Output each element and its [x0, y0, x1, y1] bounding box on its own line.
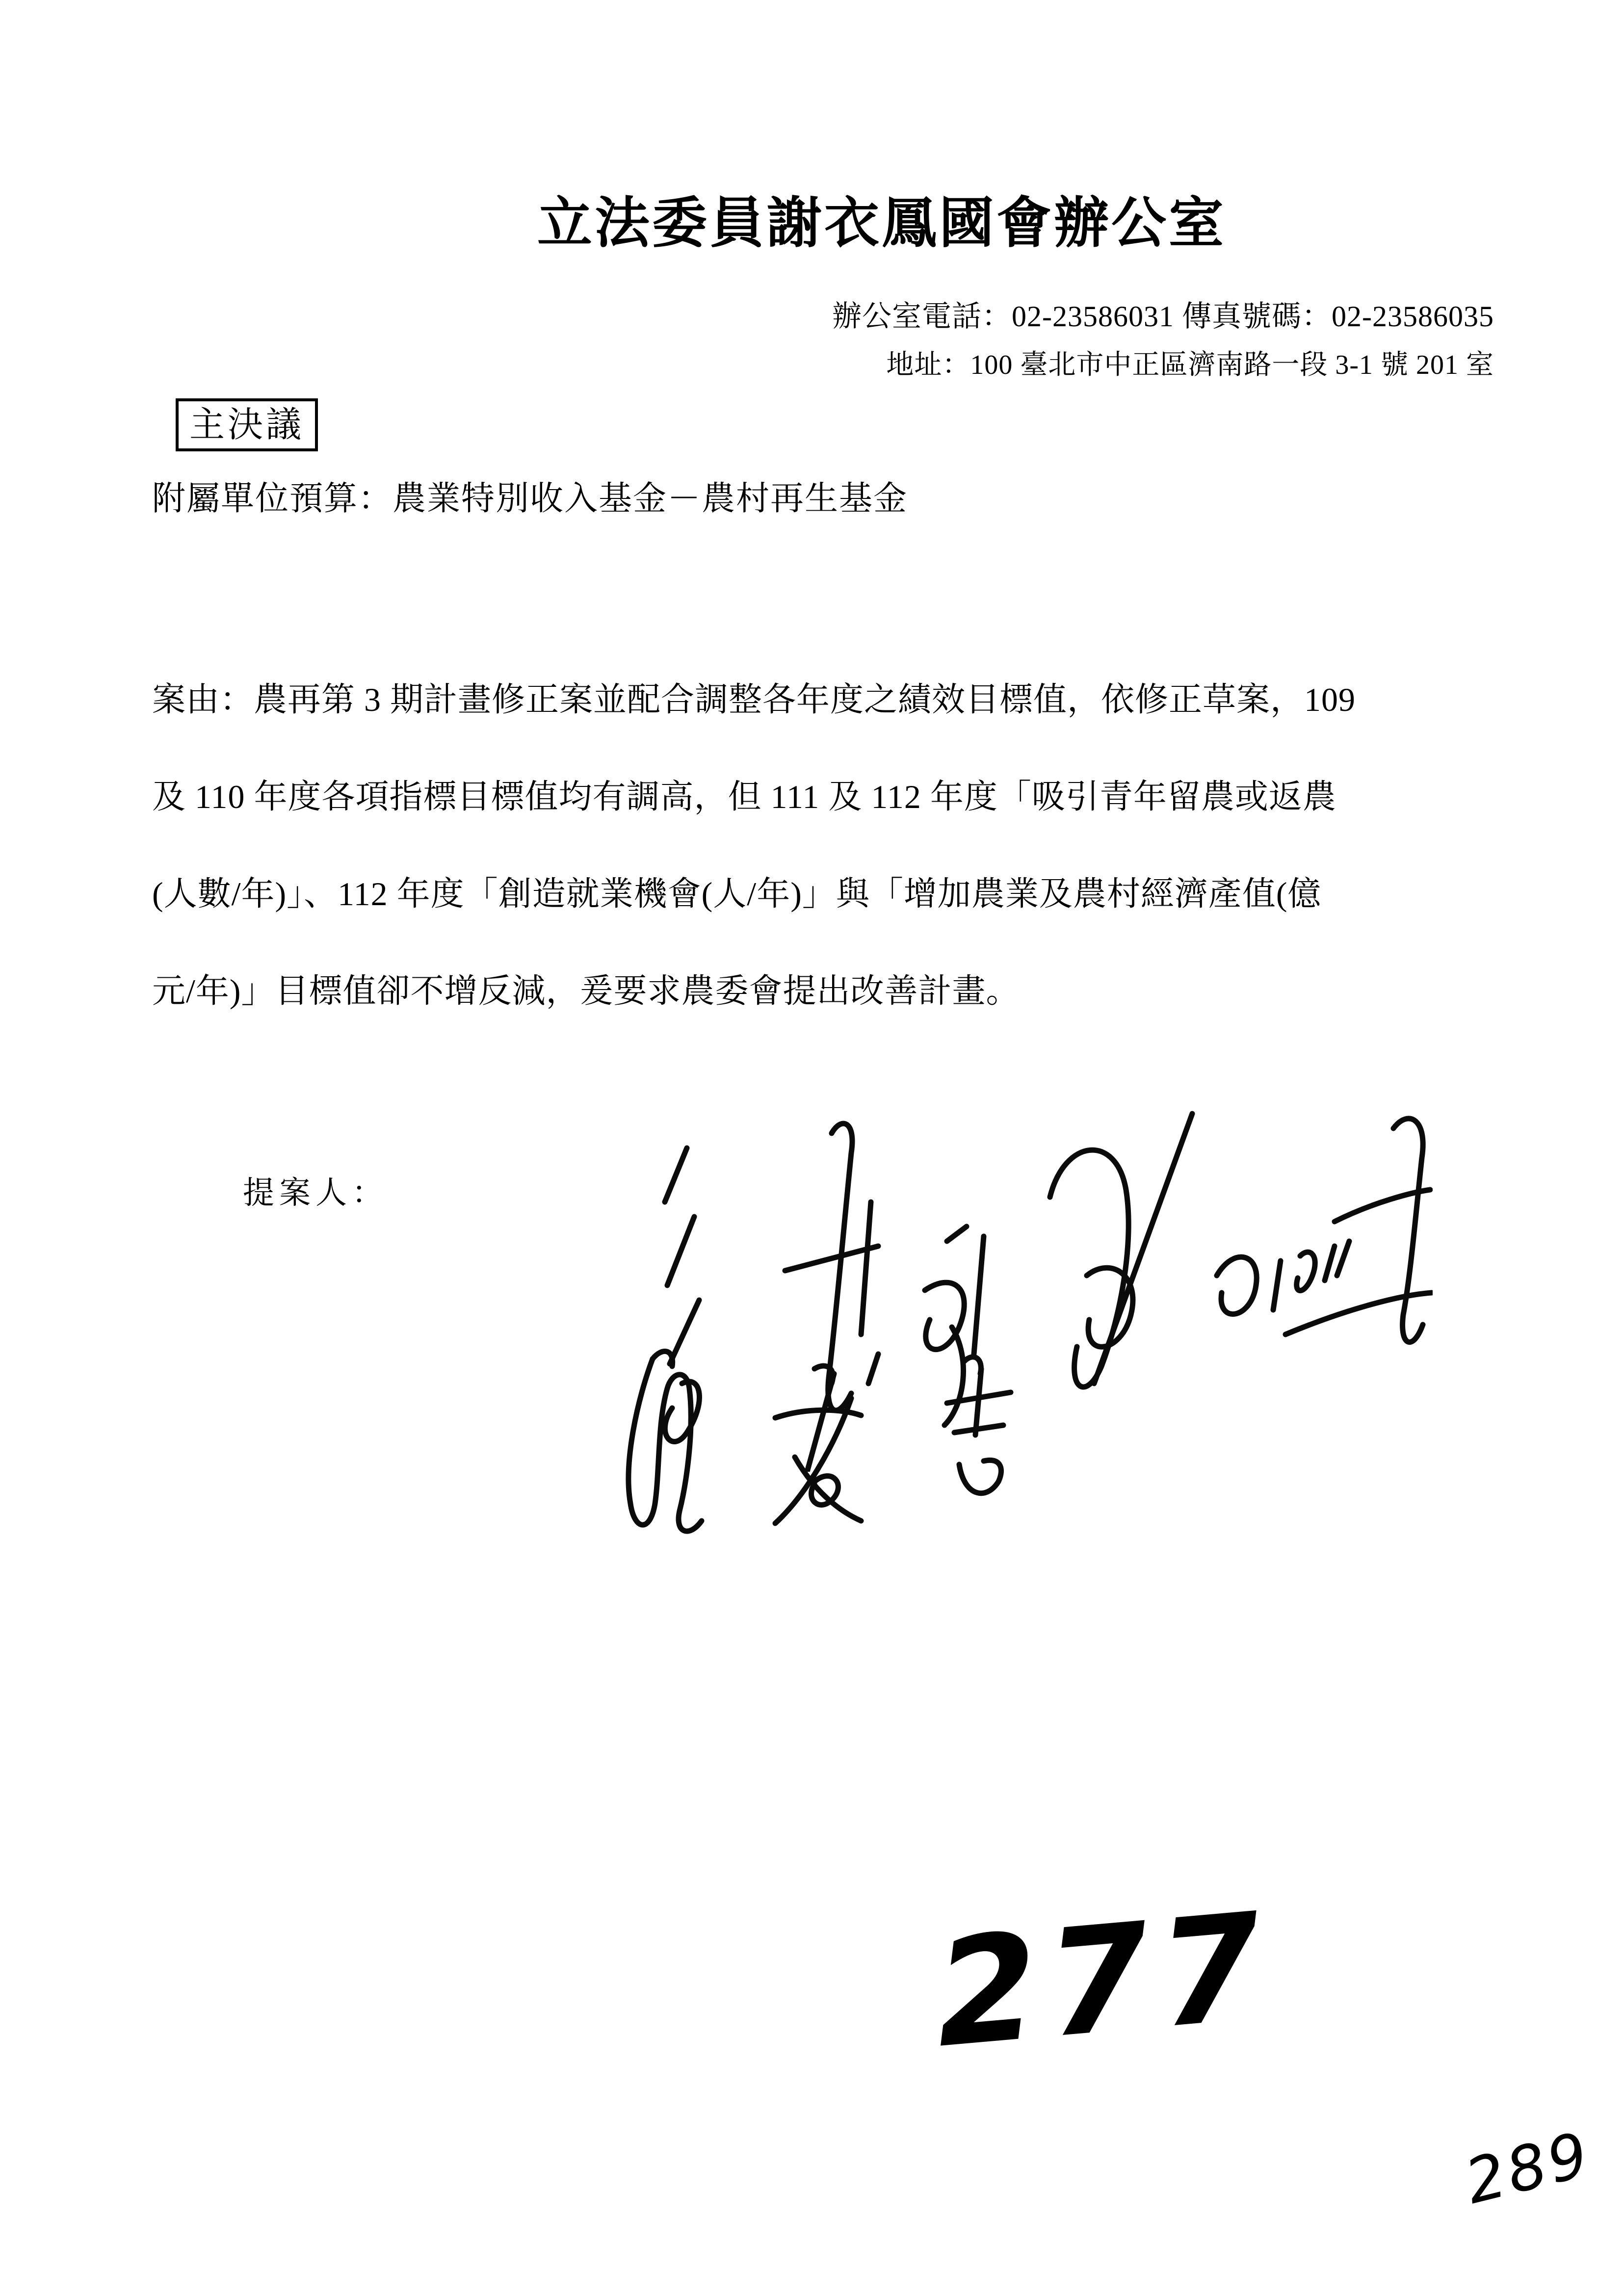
case-description-line: 元/年)」目標值卻不增反減，爰要求農委會提出改善計畫。: [152, 972, 1020, 1010]
handwritten-page-number: 277: [924, 1879, 1282, 2082]
case-description-line: (人數/年)」、112 年度「創造就業機會(人/年)」與「增加農業及農村經濟產值(億: [152, 875, 1322, 913]
corner-page-number: 289: [1458, 2118, 1598, 2218]
case-description-line: 案由：農再第 3 期計畫修正案並配合調整各年度之績效目標值，依修正草案，109: [152, 681, 1356, 718]
case-description-line: 及 110 年度各項指標目標值均有調高，但 111 及 112 年度「吸引青年留農或返農: [152, 778, 1336, 815]
proposer-label: 提案人：: [243, 1175, 388, 1210]
office-address-line: 地址：100 臺北市中正區濟南路一段 3-1 號 201 室: [886, 350, 1494, 380]
handwritten-signature-kung-wen-chi: [540, 1334, 1055, 1545]
handwritten-signature-cosigner: [1187, 1099, 1433, 1403]
budget-subject-line: 附屬單位預算：農業特別收入基金－農村再生基金: [152, 480, 908, 517]
office-contact-line: 辦公室電話：02-23586031 傳真號碼：02-23586035: [832, 300, 1494, 333]
main-resolution-badge: 主決議: [176, 398, 318, 451]
office-title: 立法委員謝衣鳳國會辦公室: [537, 193, 1226, 254]
